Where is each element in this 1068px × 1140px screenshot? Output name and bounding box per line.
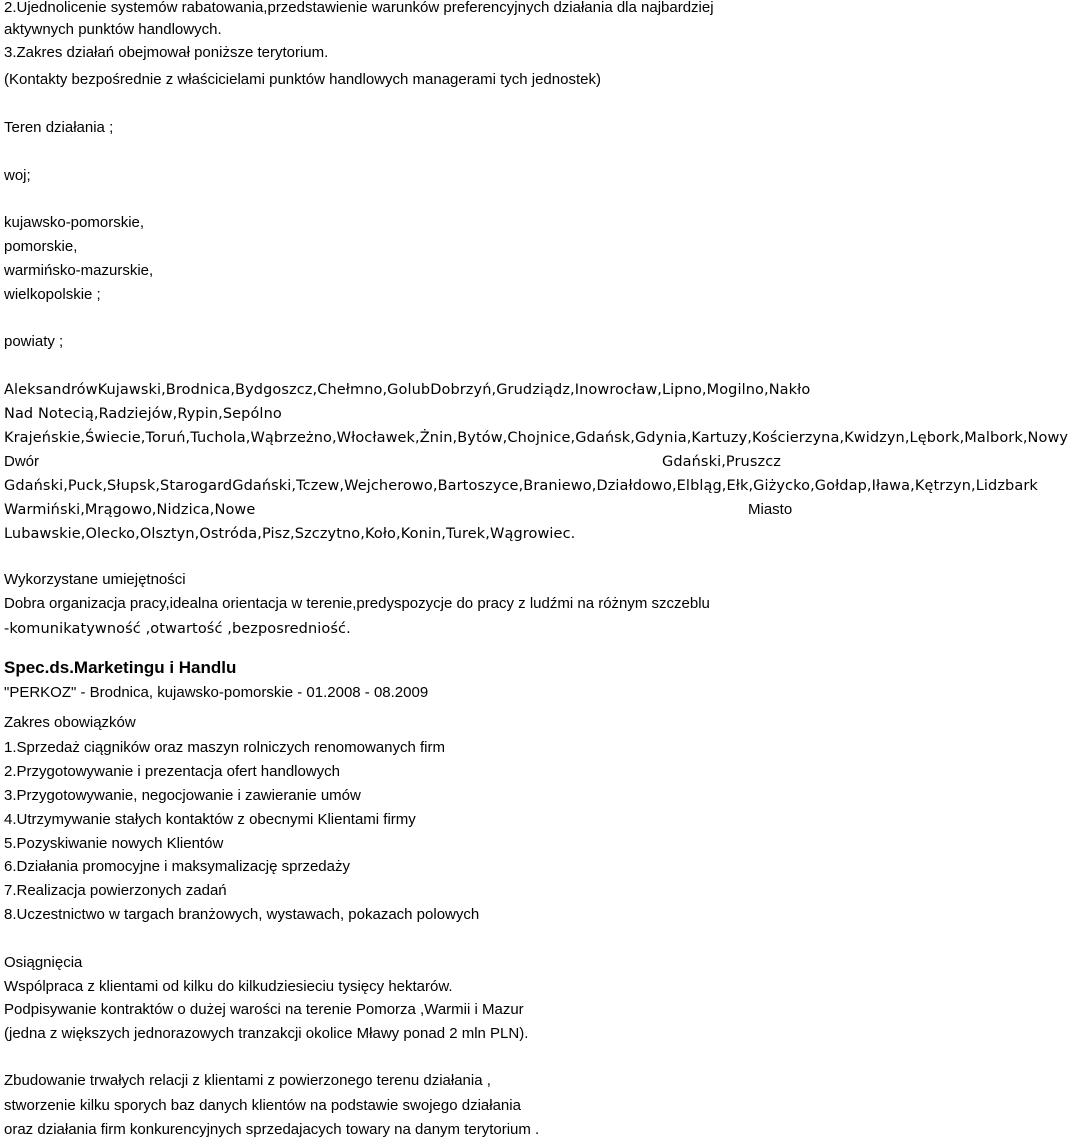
voivodeship-item: pomorskie, xyxy=(4,238,78,255)
powiaty-line: Dwór xyxy=(4,453,40,470)
intro-line-1: 2.Ujednolicenie systemów rabatowania,przedstawienie warunków preferencyjnych działania dla najbardziej xyxy=(4,0,714,16)
achievements-heading: Osiągnięcia xyxy=(4,954,83,971)
duty-item: 7.Realizacja powierzonych zadań xyxy=(4,882,227,899)
achievement-line: Podpisywanie kontraktów o dużej waroścі na terenie Pomorza ,Warmii i Mazur xyxy=(4,1001,524,1018)
powiaty-line: Warmiński,Mrągowo,Nidzica,Nowe xyxy=(4,502,256,518)
powiaty-line: AleksandrówKujawski,Brodnica,Bydgoszcz,Chełmno,GolubDobrzyń,Grudziądz,Inowrocław,Lipno,Mogilno,Nakło xyxy=(4,382,811,398)
skills-line: Dobra organizacja pracy,idealna orientacja w terenie,predyspozycje do pracy z ludźmi na różnym szczeblu xyxy=(4,595,710,612)
achievement-line: Zbudowanie trwałych relacji z klientami z powierzonego terenu działania , xyxy=(4,1072,491,1089)
voivodeship-label: woj; xyxy=(4,167,31,184)
powiaty-line: Gdański,Pruszcz xyxy=(662,454,781,470)
territory-heading: Teren działania ; xyxy=(4,119,114,136)
intro-line-3: 3.Zakres działań obejmował poniższe terytorium. xyxy=(4,44,329,61)
duties-heading: Zakres obowiązków xyxy=(4,714,136,731)
powiaty-label: powiaty ; xyxy=(4,333,64,350)
duty-item: 8.Uczestnictwo w targach branżowych, wystawach, pokazach polowych xyxy=(4,906,480,923)
job-company: "PERKOZ" - Brodnica, kujawsko-pomorskie - 01.2008 - 08.2009 xyxy=(4,684,429,701)
duty-item: 6.Działania promocyjne i maksymalizację sprzedaży xyxy=(4,858,350,875)
duty-item: 3.Przygotowywanie, negocjowanie i zawieranie umów xyxy=(4,787,361,804)
achievement-line: oraz działania firm konkurencyjnych sprzedajacych towary na danym terytorium . xyxy=(4,1121,540,1138)
intro-line-2: aktywnych punktów handlowych. xyxy=(4,21,222,38)
achievement-line: Wspólpraca z klientami od kilku do kilkudziesieciu tysięcy hektarów. xyxy=(4,978,453,995)
achievement-line: stworzenie kilku sporych baz danych klientów na podstawie swojego działania xyxy=(4,1097,521,1114)
powiaty-line: Nad Notecią,Radziejów,Rypin,Sepólno xyxy=(4,406,282,422)
duty-item: 5.Pozyskiwanie nowych Klientów xyxy=(4,835,224,852)
achievement-line: (jedna z większych jednorazowych tranzakcji okolice Mławy ponad 2 mln PLN). xyxy=(4,1025,529,1042)
voivodeship-item: kujawsko-pomorskie, xyxy=(4,214,145,231)
intro-line-4: (Kontakty bezpośrednie z właścicielami punktów handlowych managerami tych jednostek) xyxy=(4,71,601,88)
skills-heading: Wykorzystane umiejętności xyxy=(4,571,186,588)
powiaty-line: Gdański,Puck,Słupsk,StarogardGdański,Tczew,Wejcherowo,Bartoszyce,Braniewo,Działdowo,Elbląg,Ełk,Giżycko,Gołdap,Iława,Kętrzyn,Lidzbark xyxy=(4,478,1038,494)
job-title: Spec.ds.Marketingu i Handlu xyxy=(4,658,237,677)
duty-item: 2.Przygotowywanie i prezentacja ofert handlowych xyxy=(4,763,341,780)
duty-item: 4.Utrzymywanie stałych kontaktów z obecnymi Klientami firmy xyxy=(4,811,416,828)
powiaty-line: Lubawskie,Olecko,Olsztyn,Ostróda,Pisz,Szczytno,Koło,Konin,Turek,Wągrowiec. xyxy=(4,526,576,542)
skills-line: -komunikatywność ,otwartość ,bezposredniość. xyxy=(4,621,351,637)
voivodeship-item: warmińsko-mazurskie, xyxy=(4,262,154,279)
voivodeship-item: wielkopolskie ; xyxy=(4,286,101,303)
duty-item: 1.Sprzedaż ciągników oraz maszyn rolniczych renomowanych firm xyxy=(4,739,446,756)
powiaty-line: Krajeńskie,Świecie,Toruń,Tuchola,Wąbrzeżno,Włocławek,Żnin,Bytów,Chojnice,Gdańsk,Gdynia,Kartuzy,Kościerzyna,Kwidzyn,Lębork,Malbork,Nowy xyxy=(4,430,1068,446)
powiaty-line: Miasto xyxy=(748,501,793,518)
